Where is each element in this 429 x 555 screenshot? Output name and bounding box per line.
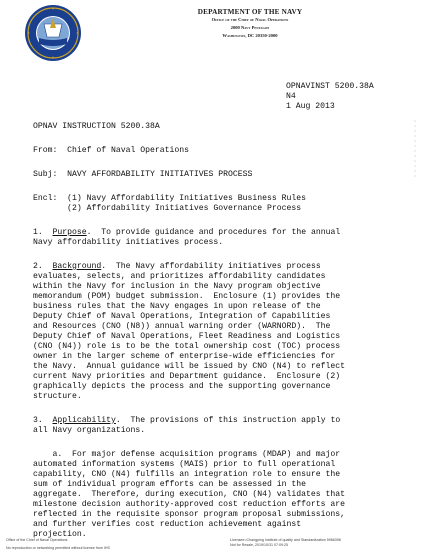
para-a-line: sum of individual program efforts can be assessed in the [33,480,307,489]
department-title: DEPARTMENT OF THE NAVY [197,8,303,16]
applicability-line-1 [33,416,340,426]
enclosure-2: (2) Affordability Initiatives Governance Process [33,204,302,213]
applicability-line-2: all Navy organizations. [33,426,146,435]
enclosure-1: Encl: (1) Navy Affordability Initiatives Business Rules [33,194,307,203]
applicability-heading: Applicability [52,416,116,425]
background-text: . The Navy affordability initiatives process [101,262,321,271]
office-line: Office of the Chief of Naval Operations [211,17,289,22]
letterhead [140,8,360,40]
footer-licensee: Licensee=Changping Institute of quality and Standardization 5966398 [230,538,341,542]
background-line: owner in the larger scheme of enterprise-wide efficiencies for [33,352,336,361]
para-a-line: milestone decision authority-approved cost reduction efforts are [33,500,346,509]
purpose-line-1 [33,228,340,238]
applicability-text: . The provisions of this instruction apply to [115,416,341,425]
background-line: the Navy. Annual guidance will be issued by CNO (N4) to reflect [33,362,346,371]
para-a-line: a. For major defense acquisition programs (MDAP) and major [33,450,341,459]
navy-seal-icon [24,4,82,62]
side-watermark-mark [412,120,418,180]
purpose-text: . To provide guidance and procedures for the annual [86,228,341,237]
subject-line: Subj: NAVY AFFORDABILITY INITIATIVES PROCESS [33,170,253,179]
para-a-line: capability, CNO (N4) fulfills an integration role to ensure the [33,470,341,479]
background-line: current Navy priorities and Department guidance. Enclosure (2) [33,372,341,381]
background-line: business rules that the Navy engages in upon release of the [33,302,321,311]
purpose-heading: Purpose [52,228,87,237]
para-a-line: and further verifies cost reduction achievement against [33,520,302,529]
background-line: evaluates, selects, and prioritizes affordability candidates [33,272,326,281]
footer-copyright: Office of the Chief of Naval Operations [6,538,68,542]
para-a-line: automated information systems (MAIS) prior to full operational [33,460,336,469]
background-number: 2. [33,262,53,271]
background-line: memorandum (POM) budget submission. Enclosure (1) provides the [33,292,341,301]
city-line: Washington, DC 20350-2000 [222,33,278,38]
background-line: and Resources (CNO (N8)) annual warning order (WARNORD). The [33,322,331,331]
background-line: Deputy Chief of Naval Operations, Integration of Capabilities [33,312,331,321]
background-heading: Background [52,262,102,271]
footer-right [230,538,341,548]
background-line: (CNO (N4)) role is to be the total ownership cost (TOC) process [33,342,341,351]
footer-resale: Not for Resale, 2019/10/31 07:09:25 [230,543,288,547]
instruction-number: OPNAVINST 5200.38A [286,82,374,91]
purpose-number: 1. [33,228,53,237]
background-line: structure. [33,392,82,401]
footer-license-note: No reproduction or networking permitted without license from IHS [6,546,110,550]
background-line: graphically depicts the process and the supporting governance [33,382,331,391]
para-a-line: aggregate. Therefore, during execution, CNO (N4) validates that [33,490,346,499]
para-a-line: projection. [33,530,87,539]
instruction-title: OPNAV INSTRUCTION 5200.38A [33,122,160,131]
office-code: N4 [286,92,296,101]
background-line: Deputy Chief of Naval Operations, Fleet Readiness and Logistics [33,332,341,341]
issue-date: 1 Aug 2013 [286,102,335,111]
applicability-number: 3. [33,416,53,425]
address-line: 2000 Navy Pentagon [230,25,270,30]
purpose-line-2: Navy affordability initiatives process. [33,238,224,247]
para-a-line: reflected in the requisite sponsor program proposal submissions, [33,510,346,519]
footer-left [6,538,110,551]
background-line: within the Navy for inclusion in the Navy program objective [33,282,321,291]
reference-block [286,82,374,112]
background-line-1 [33,262,321,272]
from-line: From: Chief of Naval Operations [33,146,190,155]
